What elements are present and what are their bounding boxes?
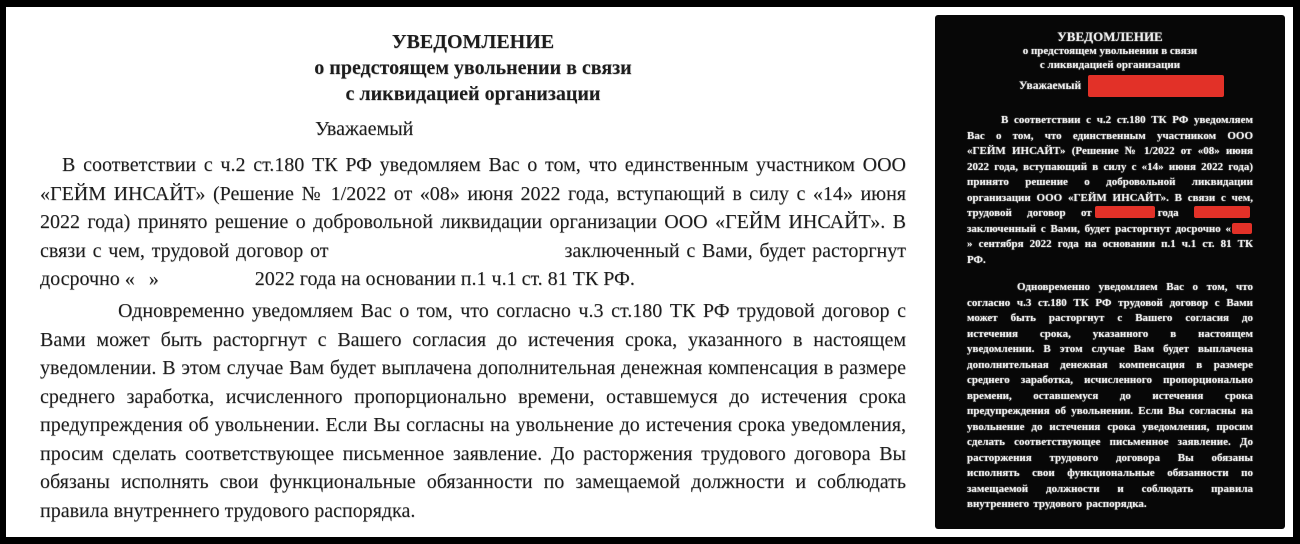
title-line-2: о предстоящем увольнении в связи: [314, 57, 632, 79]
paragraph-1-text-b: заключенный с Вами, будет расторгнут досрочно «: [40, 239, 906, 290]
thumbnail-title-line-3: с ликвидацией организации: [1039, 58, 1181, 71]
paragraph-1-text-d: 2022 года на основании п.1 ч.1 ст. 81 ТК РФ.: [254, 268, 635, 290]
thumbnail-greeting: Уважаемый: [1019, 80, 1082, 92]
notice-document: [40, 7, 906, 537]
thumbnail-paragraph-1-text-b: года: [1157, 207, 1179, 219]
thumbnail-paragraph-1: [967, 113, 1253, 268]
greeting: Уважаемый: [315, 118, 414, 140]
redaction-box-contract-date: [1095, 206, 1155, 218]
thumbnail-title: [935, 28, 1285, 72]
redaction-box-name: [1088, 75, 1224, 97]
paragraph-1-text-c: »: [148, 268, 159, 290]
thumbnail-greeting-row: [1019, 75, 1224, 97]
paragraph-1: [40, 151, 906, 294]
paragraph-2: Одновременно уведомляем Вас о том, что согласно ч.3 ст.180 ТК РФ трудовой договор с Вами может быть расторгнут с Вашего согласия до истечения срока, указанного в настоящем уведомлении. В этом случае Вам будет выплачена дополнительная денежная компенсация в размере среднего заработка, исчисленного пропорционально времени, оставшемуся до истечения срока предупреждения об увольнении. Если Вы согласны на увольнение до истечения срока уведомления, просим сделать соответствующее письменное заявление. До расторжения трудового договора Вы обязаны исполнять свои функциональные обязанности по замещаемой должности и соблюдать правила внутреннего трудового распорядка.: [40, 300, 906, 522]
document-title: [40, 29, 906, 107]
redaction-box-day: [1232, 223, 1252, 234]
title-line-1: УВЕДОМЛЕНИЕ: [391, 31, 555, 53]
thumbnail-paragraph-1-text-a: В соответствии с ч.2 ст.180 ТК РФ уведомляем Вас о том, что единственным участником ООО «ГЕЙМ ИНСАЙТ» (Решение № 1/2022 от «08» июня 2022 года, вступающий в силу с «14» июня 2022 года) принято решение о добровольной ликвидации организации ООО «ГЕЙМ ИНСАЙТ». В связи с чем, трудовой договор от: [967, 114, 1253, 219]
thumbnail-paragraph-2: Одновременно уведомляем Вас о том, что согласно ч.3 ст.180 ТК РФ трудовой договор с Вами может быть расторгнут с Вашего согласия до истечения срока, указанного в настоящем уведомлении. В этом случае Вам будет выплачена дополнительная денежная компенсация в размере среднего заработка, исчисленного пропорционально времени, оставшемуся до истечения срока предупреждения об увольнении. Если Вы согласны на увольнение до истечения срока уведомления, просим сделать соответствующее письменное заявление. До расторжения трудового договора Вы обязаны исполнять свои функциональные обязанности по замещаемой должности и соблюдать правила внутреннего трудового распорядка.: [967, 281, 1253, 510]
page-background: [6, 7, 1293, 537]
thumbnail-paragraph-1-text-c: заключенный с Вами, будет расторгнут досрочно «: [967, 222, 1231, 235]
redacted-blank-month: [159, 284, 255, 285]
redacted-blank-day: [135, 284, 149, 285]
redaction-box-contract-number: [1194, 206, 1250, 218]
document-thumbnail-dark: [935, 15, 1285, 529]
redacted-blank-contract-date: [329, 256, 565, 257]
thumbnail-paragraph-1-text-d: » сентября 2022 года на основании п.1 ч.1 ст. 81 ТК РФ.: [967, 238, 1253, 266]
thumbnail-title-line-2: о предстоящем увольнении в связи: [1022, 45, 1198, 57]
title-line-3: с ликвидацией организации: [345, 83, 601, 105]
paragraph-1-text-a: В соответствии с ч.2 ст.180 ТК РФ уведомляем Вас о том, что единственным участником ООО «ГЕЙМ ИНСАЙТ» (Решение № 1/2022 от «08» июня 2022 года, вступающий в силу с «14» июня 2022 года) принято решение о добровольной ликвидации организации ООО «ГЕЙМ ИНСАЙТ». В связи с чем, трудовой договор от: [40, 154, 906, 262]
thumbnail-title-line-1: УВЕДОМЛЕНИЕ: [1057, 29, 1163, 44]
